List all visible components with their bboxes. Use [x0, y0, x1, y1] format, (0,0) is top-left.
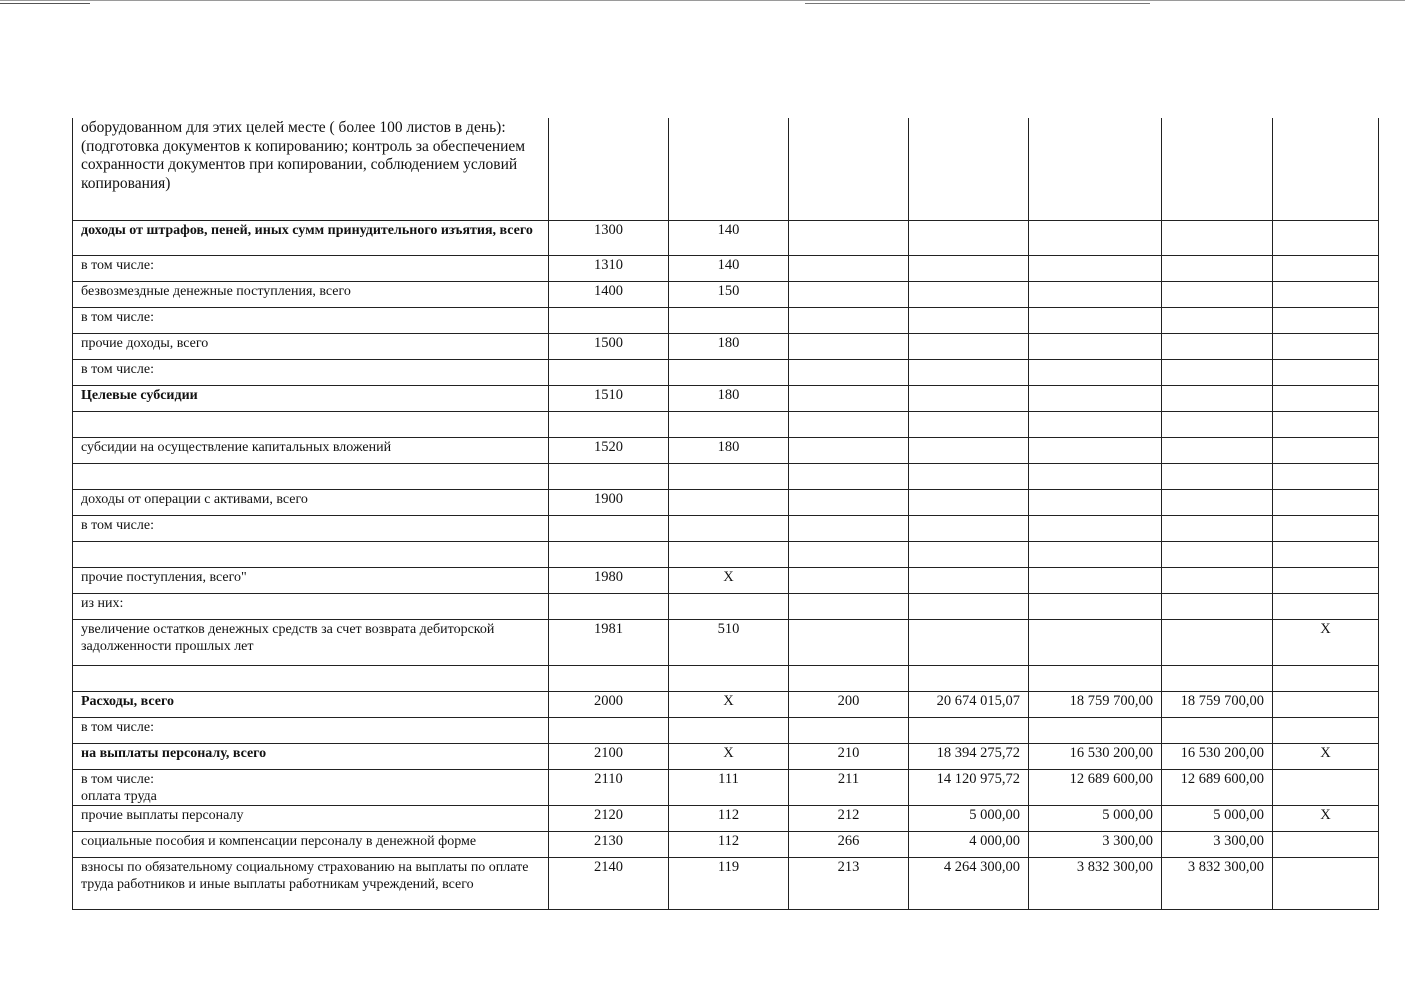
- table-row: [73, 619, 1379, 665]
- row-value-3: 5 000,00: [1162, 805, 1273, 831]
- row-code: 1980: [549, 567, 669, 593]
- row-name: социальные пособия и компенсации персоналу в денежной форме: [73, 831, 549, 857]
- row-value-2: [1029, 619, 1162, 665]
- row-mark: [1273, 691, 1379, 717]
- row-value-2: 3 300,00: [1029, 831, 1162, 857]
- row-value-2: [1029, 359, 1162, 385]
- row-mark: [1273, 831, 1379, 857]
- row-kbk: 119: [669, 857, 789, 909]
- row-code: 2110: [549, 769, 669, 805]
- row-mark: [1273, 857, 1379, 909]
- row-mark: [1273, 463, 1379, 489]
- row-kbk: X: [669, 691, 789, 717]
- row-code: 1510: [549, 385, 669, 411]
- row-value-3: [1162, 118, 1273, 220]
- row-value-3: [1162, 567, 1273, 593]
- row-kosgu: [789, 489, 909, 515]
- row-name: увеличение остатков денежных средств за счет возврата дебиторской задолженности прошлых лет: [73, 619, 549, 665]
- table-row: [73, 437, 1379, 463]
- row-mark: [1273, 769, 1379, 805]
- row-value-2: [1029, 593, 1162, 619]
- row-kosgu: [789, 255, 909, 281]
- row-name: Целевые субсидии: [73, 385, 549, 411]
- row-value-1: 18 394 275,72: [909, 743, 1029, 769]
- row-kbk: 111: [669, 769, 789, 805]
- row-value-1: [909, 359, 1029, 385]
- row-kbk: 112: [669, 831, 789, 857]
- row-value-2: [1029, 717, 1162, 743]
- row-value-2: 5 000,00: [1029, 805, 1162, 831]
- row-value-2: [1029, 255, 1162, 281]
- row-name: прочие доходы, всего: [73, 333, 549, 359]
- table-row: [73, 515, 1379, 541]
- row-kosgu: 212: [789, 805, 909, 831]
- table-row: [73, 220, 1379, 255]
- row-name: прочие выплаты персоналу: [73, 805, 549, 831]
- row-kosgu: [789, 281, 909, 307]
- row-mark: [1273, 333, 1379, 359]
- row-value-2: [1029, 333, 1162, 359]
- row-mark: [1273, 567, 1379, 593]
- row-kosgu: 211: [789, 769, 909, 805]
- row-value-3: 18 759 700,00: [1162, 691, 1273, 717]
- row-kosgu: [789, 333, 909, 359]
- row-code: 1310: [549, 255, 669, 281]
- row-value-3: [1162, 255, 1273, 281]
- row-name: в том числе:: [73, 255, 549, 281]
- row-value-2: [1029, 665, 1162, 691]
- row-mark: [1273, 385, 1379, 411]
- row-kbk: [669, 541, 789, 567]
- row-kbk: 510: [669, 619, 789, 665]
- row-mark: [1273, 118, 1379, 220]
- row-value-1: [909, 489, 1029, 515]
- row-value-3: 16 530 200,00: [1162, 743, 1273, 769]
- row-mark: [1273, 255, 1379, 281]
- row-code: [549, 411, 669, 437]
- row-value-2: [1029, 281, 1162, 307]
- row-value-1: 5 000,00: [909, 805, 1029, 831]
- row-name: прочие поступления, всего": [73, 567, 549, 593]
- row-value-3: [1162, 619, 1273, 665]
- row-kbk: 112: [669, 805, 789, 831]
- row-value-2: [1029, 220, 1162, 255]
- table-row: [73, 665, 1379, 691]
- row-code: [549, 307, 669, 333]
- row-value-2: [1029, 437, 1162, 463]
- row-value-1: [909, 220, 1029, 255]
- row-code: 2100: [549, 743, 669, 769]
- row-value-1: [909, 411, 1029, 437]
- row-kbk: [669, 665, 789, 691]
- row-kosgu: [789, 515, 909, 541]
- row-name: субсидии на осуществление капитальных вложений: [73, 437, 549, 463]
- row-kbk: [669, 411, 789, 437]
- row-code: [549, 717, 669, 743]
- row-mark: [1273, 411, 1379, 437]
- budget-table: [72, 118, 1379, 910]
- table-row: [73, 593, 1379, 619]
- row-code: [549, 593, 669, 619]
- table-row: [73, 769, 1379, 805]
- row-name: оборудованном для этих целей месте ( более 100 листов в день):(подготовка документов к копированию; контроль за обеспечением сохранности документов при копировании, соблюдением условий копирования): [73, 118, 549, 220]
- row-mark: [1273, 281, 1379, 307]
- row-value-2: 18 759 700,00: [1029, 691, 1162, 717]
- row-kosgu: 200: [789, 691, 909, 717]
- row-name: [73, 665, 549, 691]
- row-name: доходы от операции с активами, всего: [73, 489, 549, 515]
- row-value-1: [909, 619, 1029, 665]
- row-name: в том числе:: [73, 717, 549, 743]
- row-value-1: [909, 118, 1029, 220]
- row-value-3: [1162, 359, 1273, 385]
- row-kosgu: 213: [789, 857, 909, 909]
- row-value-2: [1029, 411, 1162, 437]
- row-value-3: [1162, 385, 1273, 411]
- row-kbk: 140: [669, 255, 789, 281]
- row-mark: [1273, 307, 1379, 333]
- row-kbk: 140: [669, 220, 789, 255]
- row-value-3: [1162, 541, 1273, 567]
- row-code: 2000: [549, 691, 669, 717]
- row-mark: X: [1273, 805, 1379, 831]
- row-value-2: [1029, 118, 1162, 220]
- row-kbk: [669, 118, 789, 220]
- row-value-3: [1162, 220, 1273, 255]
- row-value-1: [909, 567, 1029, 593]
- row-mark: X: [1273, 619, 1379, 665]
- table-row: [73, 307, 1379, 333]
- row-value-1: [909, 515, 1029, 541]
- budget-sheet: [72, 118, 1378, 910]
- row-value-1: [909, 281, 1029, 307]
- row-kosgu: [789, 307, 909, 333]
- scan-edge-mark-left: [0, 3, 90, 4]
- row-mark: [1273, 359, 1379, 385]
- table-row: [73, 281, 1379, 307]
- row-code: [549, 541, 669, 567]
- row-value-1: [909, 307, 1029, 333]
- row-kbk: [669, 463, 789, 489]
- row-name: взносы по обязательному социальному страхованию на выплаты по оплате труда работников и иные выплаты работникам учреждений, всего: [73, 857, 549, 909]
- row-name: [73, 541, 549, 567]
- row-value-2: [1029, 567, 1162, 593]
- row-value-3: 12 689 600,00: [1162, 769, 1273, 805]
- row-name: в том числе:: [73, 359, 549, 385]
- row-code: [549, 665, 669, 691]
- row-value-1: [909, 385, 1029, 411]
- row-mark: [1273, 220, 1379, 255]
- row-value-2: [1029, 515, 1162, 541]
- row-name: на выплаты персоналу, всего: [73, 743, 549, 769]
- row-value-3: [1162, 437, 1273, 463]
- row-value-2: 12 689 600,00: [1029, 769, 1162, 805]
- table-row: [73, 541, 1379, 567]
- row-kbk: 150: [669, 281, 789, 307]
- row-value-1: [909, 333, 1029, 359]
- row-name: в том числе:: [73, 515, 549, 541]
- row-kbk: [669, 515, 789, 541]
- row-code: 2120: [549, 805, 669, 831]
- row-kosgu: [789, 385, 909, 411]
- row-mark: [1273, 593, 1379, 619]
- row-code: [549, 118, 669, 220]
- row-kosgu: [789, 593, 909, 619]
- row-kbk: 180: [669, 333, 789, 359]
- row-name: доходы от штрафов, пеней, иных сумм принудительного изъятия, всего: [73, 220, 549, 255]
- row-code: 1500: [549, 333, 669, 359]
- row-name: Расходы, всего: [73, 691, 549, 717]
- row-kosgu: 266: [789, 831, 909, 857]
- row-kbk: [669, 593, 789, 619]
- row-code: 1520: [549, 437, 669, 463]
- table-body: [73, 118, 1379, 909]
- row-value-1: [909, 255, 1029, 281]
- table-row: [73, 489, 1379, 515]
- row-value-3: [1162, 717, 1273, 743]
- row-value-2: 3 832 300,00: [1029, 857, 1162, 909]
- table-row: [73, 805, 1379, 831]
- row-value-3: 3 300,00: [1162, 831, 1273, 857]
- row-kosgu: [789, 437, 909, 463]
- row-mark: [1273, 717, 1379, 743]
- row-mark: [1273, 515, 1379, 541]
- row-value-1: 20 674 015,07: [909, 691, 1029, 717]
- table-row: [73, 118, 1379, 220]
- row-value-1: 4 000,00: [909, 831, 1029, 857]
- row-kosgu: [789, 118, 909, 220]
- row-code: 1981: [549, 619, 669, 665]
- row-code: 2130: [549, 831, 669, 857]
- row-value-3: [1162, 489, 1273, 515]
- row-value-3: [1162, 593, 1273, 619]
- table-row: [73, 831, 1379, 857]
- table-row: [73, 411, 1379, 437]
- row-kosgu: 210: [789, 743, 909, 769]
- table-row: [73, 857, 1379, 909]
- row-code: 1900: [549, 489, 669, 515]
- row-kbk: X: [669, 567, 789, 593]
- row-kosgu: [789, 619, 909, 665]
- row-kosgu: [789, 567, 909, 593]
- row-kbk: X: [669, 743, 789, 769]
- row-value-2: 16 530 200,00: [1029, 743, 1162, 769]
- row-code: 1400: [549, 281, 669, 307]
- table-row: [73, 333, 1379, 359]
- row-mark: X: [1273, 743, 1379, 769]
- row-value-2: [1029, 541, 1162, 567]
- row-value-1: 4 264 300,00: [909, 857, 1029, 909]
- row-value-3: [1162, 515, 1273, 541]
- row-kosgu: [789, 463, 909, 489]
- row-kbk: 180: [669, 437, 789, 463]
- row-mark: [1273, 489, 1379, 515]
- row-kosgu: [789, 717, 909, 743]
- row-mark: [1273, 541, 1379, 567]
- row-value-3: [1162, 665, 1273, 691]
- table-row: [73, 717, 1379, 743]
- row-code: [549, 515, 669, 541]
- row-value-3: [1162, 281, 1273, 307]
- row-kbk: [669, 307, 789, 333]
- row-name: в том числе:: [73, 307, 549, 333]
- row-code: [549, 463, 669, 489]
- row-value-1: [909, 593, 1029, 619]
- row-name: из них:: [73, 593, 549, 619]
- row-code: 1300: [549, 220, 669, 255]
- row-kosgu: [789, 541, 909, 567]
- table-row: [73, 463, 1379, 489]
- table-row: [73, 255, 1379, 281]
- table-row: [73, 359, 1379, 385]
- row-code: 2140: [549, 857, 669, 909]
- table-row: [73, 385, 1379, 411]
- row-kosgu: [789, 411, 909, 437]
- row-name: в том числе: оплата труда: [73, 769, 549, 805]
- row-value-1: [909, 665, 1029, 691]
- row-value-3: [1162, 463, 1273, 489]
- row-kosgu: [789, 359, 909, 385]
- row-value-3: 3 832 300,00: [1162, 857, 1273, 909]
- table-row: [73, 743, 1379, 769]
- row-value-2: [1029, 307, 1162, 333]
- row-kbk: [669, 717, 789, 743]
- row-kosgu: [789, 220, 909, 255]
- row-value-3: [1162, 333, 1273, 359]
- scan-edge-mark-right: [805, 3, 1150, 4]
- table-row: [73, 567, 1379, 593]
- row-value-1: [909, 541, 1029, 567]
- row-value-1: 14 120 975,72: [909, 769, 1029, 805]
- row-value-2: [1029, 463, 1162, 489]
- row-kbk: 180: [669, 385, 789, 411]
- row-kosgu: [789, 665, 909, 691]
- row-value-3: [1162, 307, 1273, 333]
- row-value-1: [909, 437, 1029, 463]
- row-mark: [1273, 665, 1379, 691]
- table-row: [73, 691, 1379, 717]
- row-name: безвозмездные денежные поступления, всего: [73, 281, 549, 307]
- row-kbk: [669, 489, 789, 515]
- row-code: [549, 359, 669, 385]
- row-value-1: [909, 463, 1029, 489]
- row-value-1: [909, 717, 1029, 743]
- row-kbk: [669, 359, 789, 385]
- row-name: [73, 411, 549, 437]
- row-mark: [1273, 437, 1379, 463]
- scan-edge-top: [0, 0, 1405, 1]
- row-name: [73, 463, 549, 489]
- row-value-2: [1029, 385, 1162, 411]
- row-value-3: [1162, 411, 1273, 437]
- row-value-2: [1029, 489, 1162, 515]
